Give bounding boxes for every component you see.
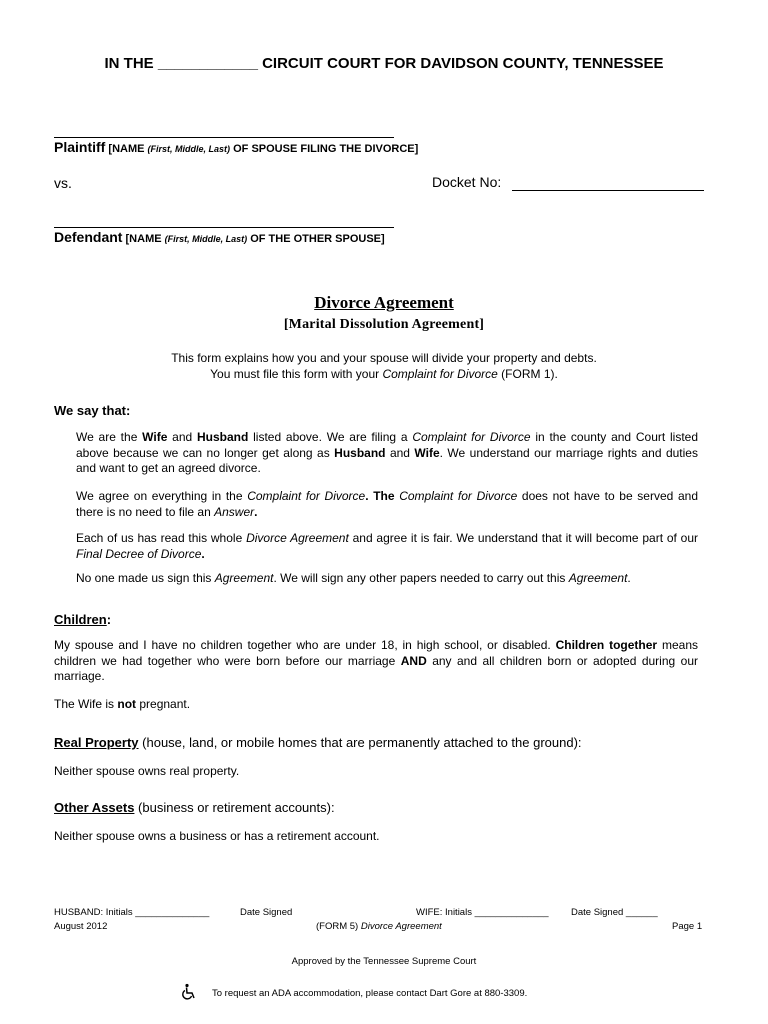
defendant-name-bracket: [NAME [125,233,162,245]
plaintiff-label-block [54,139,418,155]
ada-notice: To request an ADA accommodation, please contact Dart Gore at 880-3309. [212,988,528,999]
text-run: Husband [334,445,386,460]
husband-date-signed[interactable] [240,907,292,918]
text-run: Children together [555,638,658,652]
footer-form-name [316,921,442,932]
text-run: does not have to be served and there is no need to file an [76,489,698,519]
text-run: Agreement [214,571,274,585]
text-run: Complaint for Divorce [247,489,366,503]
we-say-heading: We say that: [54,403,131,418]
real-property-description: (house, land, or mobile homes that are permanently attached to the ground): [138,735,582,750]
text-run: Complaint for Divorce [412,430,531,444]
plaintiff-name-bracket: [NAME [108,143,145,155]
defendant-label-block [54,229,385,245]
footer-form-number: (FORM 5) [316,921,361,932]
text-run: The Wife is [54,697,118,711]
text-run: listed above. We are filing a [248,430,413,444]
text-run: and [385,445,415,460]
plaintiff-line [54,137,394,138]
text-run: No one made us sign this [76,571,215,585]
docket-label: Docket No: [432,174,502,190]
we-say-paragraph-2 [76,489,698,520]
text-run: . We understand our marriage rights and duties and want to get an agreed divorce. [76,445,698,475]
text-run: Complaint for Divorce [399,489,518,503]
children-heading [54,612,111,627]
we-say-paragraph-1 [76,430,698,477]
intro-line-2-a: You must file this form with your [210,367,383,381]
intro-line-2 [0,366,768,382]
real-property-heading [54,735,582,750]
docket-number-field[interactable] [512,190,704,191]
text-run: . We will sign any other papers needed to carry out this [273,571,569,585]
we-say-paragraph-3 [76,531,698,562]
text-run: We are the [76,430,143,444]
text-run: . [627,571,631,585]
wife-initials[interactable]: WIFE: Initials ______________ [416,907,549,918]
text-run: Wife [414,445,440,460]
text-run: Each of us has read this whole [76,531,247,545]
text-run: Answer [214,504,255,519]
text-run: means children we had together who were born before our marriage [54,638,698,668]
wheelchair-icon [180,983,198,1001]
text-run: Agreement [568,571,628,585]
court-heading: IN THE ____________ CIRCUIT COURT FOR DAVIDSON COUNTY, TENNESSEE [104,55,664,72]
plaintiff-suffix: OF SPOUSE FILING THE DIVORCE] [233,143,419,155]
other-assets-description: (business or retirement accounts): [134,800,335,815]
real-property-heading-text: Real Property [54,735,139,750]
text-run: Wife [142,430,168,444]
children-heading-text: Children [54,612,107,627]
footer-date: August 2012 [54,921,108,932]
wife-date-signed[interactable]: Date Signed ______ [571,907,658,918]
document-title: Divorce Agreement [314,293,454,312]
text-run: . [254,504,258,519]
intro-text [0,350,768,382]
husband-date-label: Date Signed [240,907,293,918]
text-run: not [117,697,137,711]
real-property-text: Neither spouse owns real property. [54,764,240,778]
text-run: any and all children born or adopted during our marriage. [54,653,698,683]
husband-initials[interactable]: HUSBAND: Initials ______________ [54,907,210,918]
text-run: and [167,430,197,444]
other-assets-heading-text: Other Assets [54,800,135,815]
other-assets-heading [54,800,335,815]
text-run: Husband [196,430,249,444]
footer-form-title: Divorce Agreement [360,921,442,932]
versus-text: vs. [54,175,72,191]
text-run: pregnant. [136,697,191,711]
children-paragraph-2 [54,697,698,713]
plaintiff-label: Plaintiff [54,139,106,155]
text-run: and agree it is fair. We understand that it will become part of our [348,531,698,545]
defendant-label: Defendant [54,229,123,245]
children-heading-colon: : [106,612,112,627]
text-run: in the county and Court listed above because we can no longer get along as [76,430,699,460]
text-run: AND [400,653,427,668]
we-say-paragraph-4 [76,571,698,587]
intro-complaint-ref: Complaint for Divorce [382,367,498,381]
document-subtitle: [Marital Dissolution Agreement] [283,317,485,332]
children-paragraph-1 [54,638,698,685]
intro-line-2-c: (FORM 1). [497,367,558,381]
text-run: My spouse and I have no children together who are under 18, in high school, or disabled. [54,638,556,652]
defendant-name-hint: (First, Middle, Last) [164,234,248,244]
approved-notice: Approved by the Tennessee Supreme Court [291,956,477,967]
footer-page-number: Page 1 [672,921,703,932]
text-run: Divorce Agreement [246,531,349,545]
defendant-suffix: OF THE OTHER SPOUSE] [250,233,385,245]
defendant-line [54,227,394,228]
text-run: We agree on everything in the [76,489,248,503]
intro-line-1: This form explains how you and your spouse will divide your property and debts. [171,351,597,365]
text-run: Final Decree of Divorce [76,546,202,561]
plaintiff-name-hint: (First, Middle, Last) [147,144,231,154]
text-run: . The [365,489,400,503]
other-assets-text: Neither spouse owns a business or has a retirement account. [54,829,380,843]
text-run: . [201,546,205,561]
